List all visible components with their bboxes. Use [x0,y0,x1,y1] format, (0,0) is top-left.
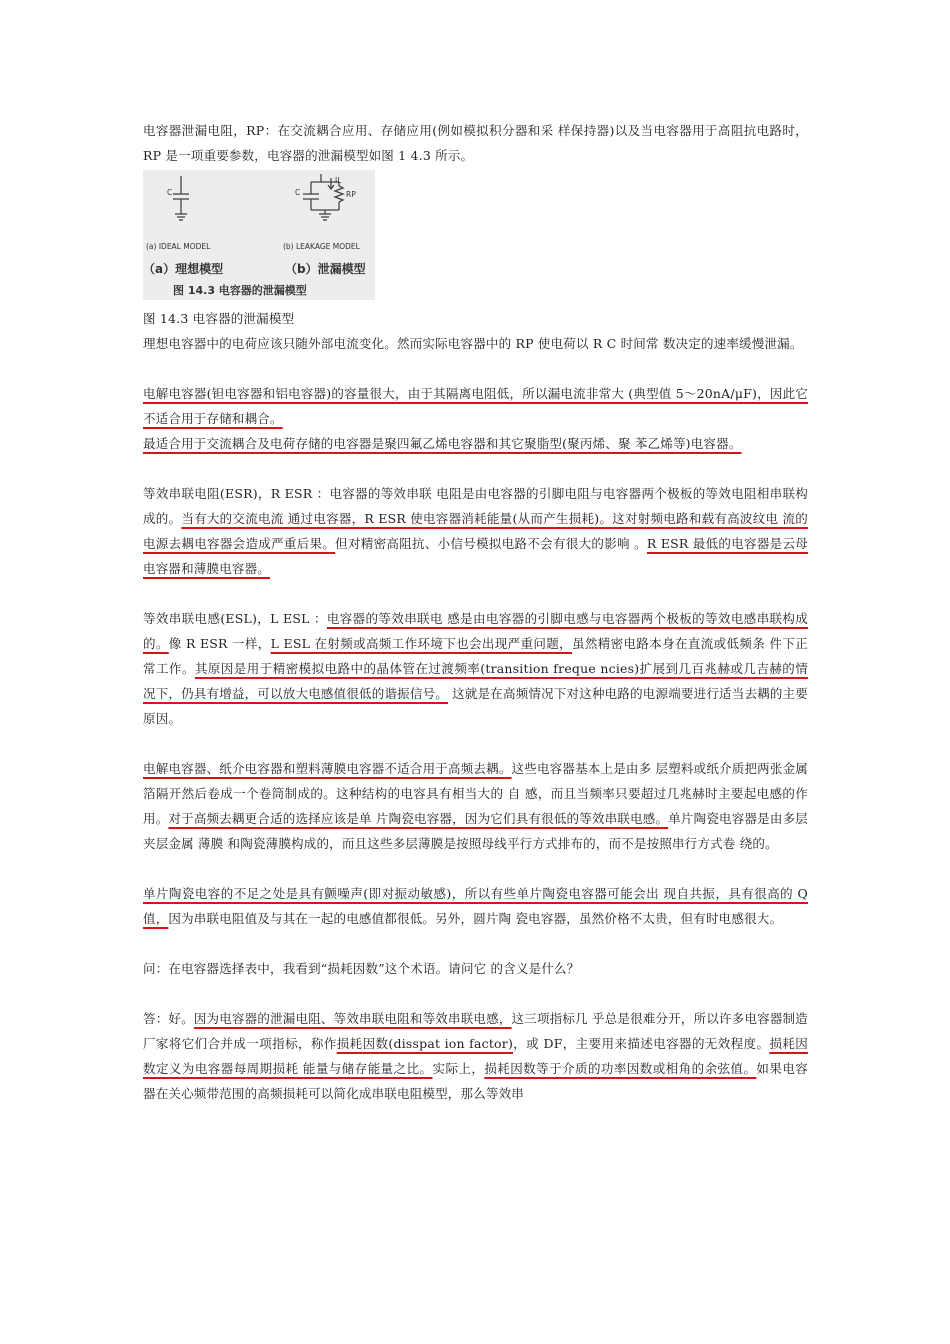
underlined-text: 当有大的交流电流 通过电容器，R ESR 使电容器消耗能量(从而产生损耗)。 [181,511,613,526]
underlined-text: 电解电容器、纸介电容器和塑料薄膜电容器不适合用于高频去耦。 [143,761,512,776]
capacitor-schematic-image [143,170,375,300]
ideal-model-caption-cn: （a）理想模型 [143,262,224,276]
intro-paragraph: 电容器泄漏电阻，RP：在交流耦合应用、存储应用(例如模拟积分器和采 样保持器)以及当电容器用于高阻抗电路时，RP 是一项重要参数，电容器的泄漏模型如图 1 4.3 所示。 [143,123,808,163]
underlined-text: 这对射频电路和载有高波纹电 流的电源去耦电容器会造成严重后果。 [143,511,808,551]
underlined-text: 单片陶瓷电容的不足之处是具有颤噪声(即对振动敏感)， [143,886,465,901]
teflon-paragraph [143,431,808,456]
underlined-text: 损耗因数定义为电容器每周期损耗 能量与储存能量之比。 [143,1036,808,1076]
underlined-text: R ESR 最低的电容器是云母电容器和薄膜电容器。 [143,536,808,576]
underlined-text: 电解电容器(钽电容器和铝电容器)的容量很大，由于其隔离电阻低，所以漏电流非常大 (典型值 5～20nA/μF)，因此它不适合用于存储和耦合。 [143,386,808,426]
capacitor-label-a: C [167,188,173,197]
underlined-text: 最适合用于交流耦合及电荷存储的电容器是聚四氟乙烯电容器和其它聚脂型(聚丙烯、聚 苯乙烯等)电容器。 [143,436,742,451]
underlined-text: 其原因是用于精密模拟电路中的晶体管在过渡频率(transition freque ncies)扩展到几百兆赫或几吉赫的情况下，仍具有增益，可以放大电感值很低的谐振信号。 [143,661,808,701]
question-paragraph: 问：在电容器选择表中，我看到“损耗因数”这个术语。请问它 的含义是什么？ [143,961,580,976]
ceramic-paragraph: 单片陶瓷电容的不足之处是具有颤噪声(即对振动敏感)，所以有些单片陶瓷电容器可能会出 现自共振，具有很高的 Q 值，因为串联电阻值及与其在一起的电感值都很低。另外，圆片陶 瓷电容器，虽然价格不太贵，但有时电感很大。 [143,886,808,926]
electrolytic-paragraph [143,381,808,431]
leakage-model-caption-en: (b) LEAKAGE MODEL [283,242,360,251]
ideal-capacitor-paragraph: 理想电容器中的电荷应该只随外部电流变化。然而实际电容器中的 RP 使电荷以 R C 时间常 数决定的速率缓慢泄漏。 [143,336,803,351]
esr-paragraph: 等效串联电阻(ESR)，R ESR ：电容器的等效串联 电阻是由电容器的引脚电阻与电容器两个极板的等效电阻相串联构成的。当有大的交流电流 通过电容器，R ESR 使电容器消耗能量(从而产生损耗)。这对射频电路和载有高波纹电 流的电源去耦电容器会造成严重后果。但对精密高阻抗、小信号模拟电路不会有很大的影响 。R ESR 最低的电容器是云母电容器和薄膜电容器。 [143,486,808,576]
underlined-text: 因为电容器的泄漏电阻、等效串联电阻和等效串联电感， [193,1011,512,1026]
underlined-text: 对于高频去耦更合适的选择应该是单 片陶瓷电容器，因为它们具有很低的等效串联电感。 [168,811,669,826]
answer-paragraph: 答：好。因为电容器的泄漏电阻、等效串联电阻和等效串联电感，这三项指标几 乎总是很难分开，所以许多电容器制造厂家将它们合并成一项指标，称作损耗因数(disspat ion factor)，或 DF，主要用来描述电容器的无效程度。损耗因数定义为电容器每周期损耗 能量与储存能量之比。实际上，损耗因数等于介质的功率因数或相角的余弦值。如果电容 器在关心频带范围的高频损耗可以简化成串联电阻模型，那么等效串 [143,1011,808,1101]
esl-paragraph: 等效串联电感(ESL)，L ESL ：电容器的等效串联电 感是由电容器的引脚电感与电容器两个极板的等效电感串联构成的。像 R ESR 一样，L ESL 在射频或高频工作环境下也会出现严重问题，虽然精密电路本身在直流或低频条 件下正常工作。其原因是用于精密模拟电路中的晶体管在过渡频率(transition freque ncies)扩展到几百兆赫或几吉赫的情况下，仍具有增益，可以放大电感值很低的谐振信号。 这就是在高频情况下对这种电路的电源端要进行适当去耦的主要原因。 [143,611,808,726]
leakage-current-label: IL [335,176,342,185]
underlined-text: 电容器的等效串联电 感是由电容器的引脚电感与电容器两个极板的等效电感串联构成的。 [143,611,808,651]
ideal-model-caption-en: (a) IDEAL MODEL [146,242,211,251]
leakage-model-figure [143,170,375,300]
leakage-model-caption-cn: （b）泄漏模型 [285,262,366,276]
rp-resistor-label: RP [346,190,356,199]
underlined-text: 所以有些单片陶瓷电容器可能会出 现自共振，具有很高的 Q 值， [143,886,808,926]
underlined-text: 损耗因数等于介质的功率因数或相角的余弦值。 [484,1061,757,1076]
underlined-text: 损耗因数(disspat ion factor) [336,1036,514,1051]
capacitor-label-b: C [295,188,301,197]
hf-decoupling-paragraph: 电解电容器、纸介电容器和塑料薄膜电容器不适合用于高频去耦。这些电容器基本上是由多 层塑料或纸介质把两张金属箔隔开然后卷成一个卷筒制成的。这种结构的电容具有相当大的 自 感，而且当频率只要超过几兆赫时主要起电感的作用。对于高频去耦更合适的选择应该是单 片陶瓷电容器，因为它们具有很低的等效串联电感。单片陶瓷电容器是由多层夹层金属 薄膜 和陶瓷薄膜构成的，而且这些多层薄膜是按照母线平行方式排布的，而不是按照串行方式卷 绕的。 [143,761,808,851]
figure-caption: 图 14.3 电容器的泄漏模型 [143,311,295,326]
underlined-text: L ESL 在射频或高频工作环境下也会出现严重问题， [270,636,573,651]
figure-inner-caption: 图 14.3 电容器的泄漏模型 [173,284,307,297]
document-page [143,118,808,1106]
